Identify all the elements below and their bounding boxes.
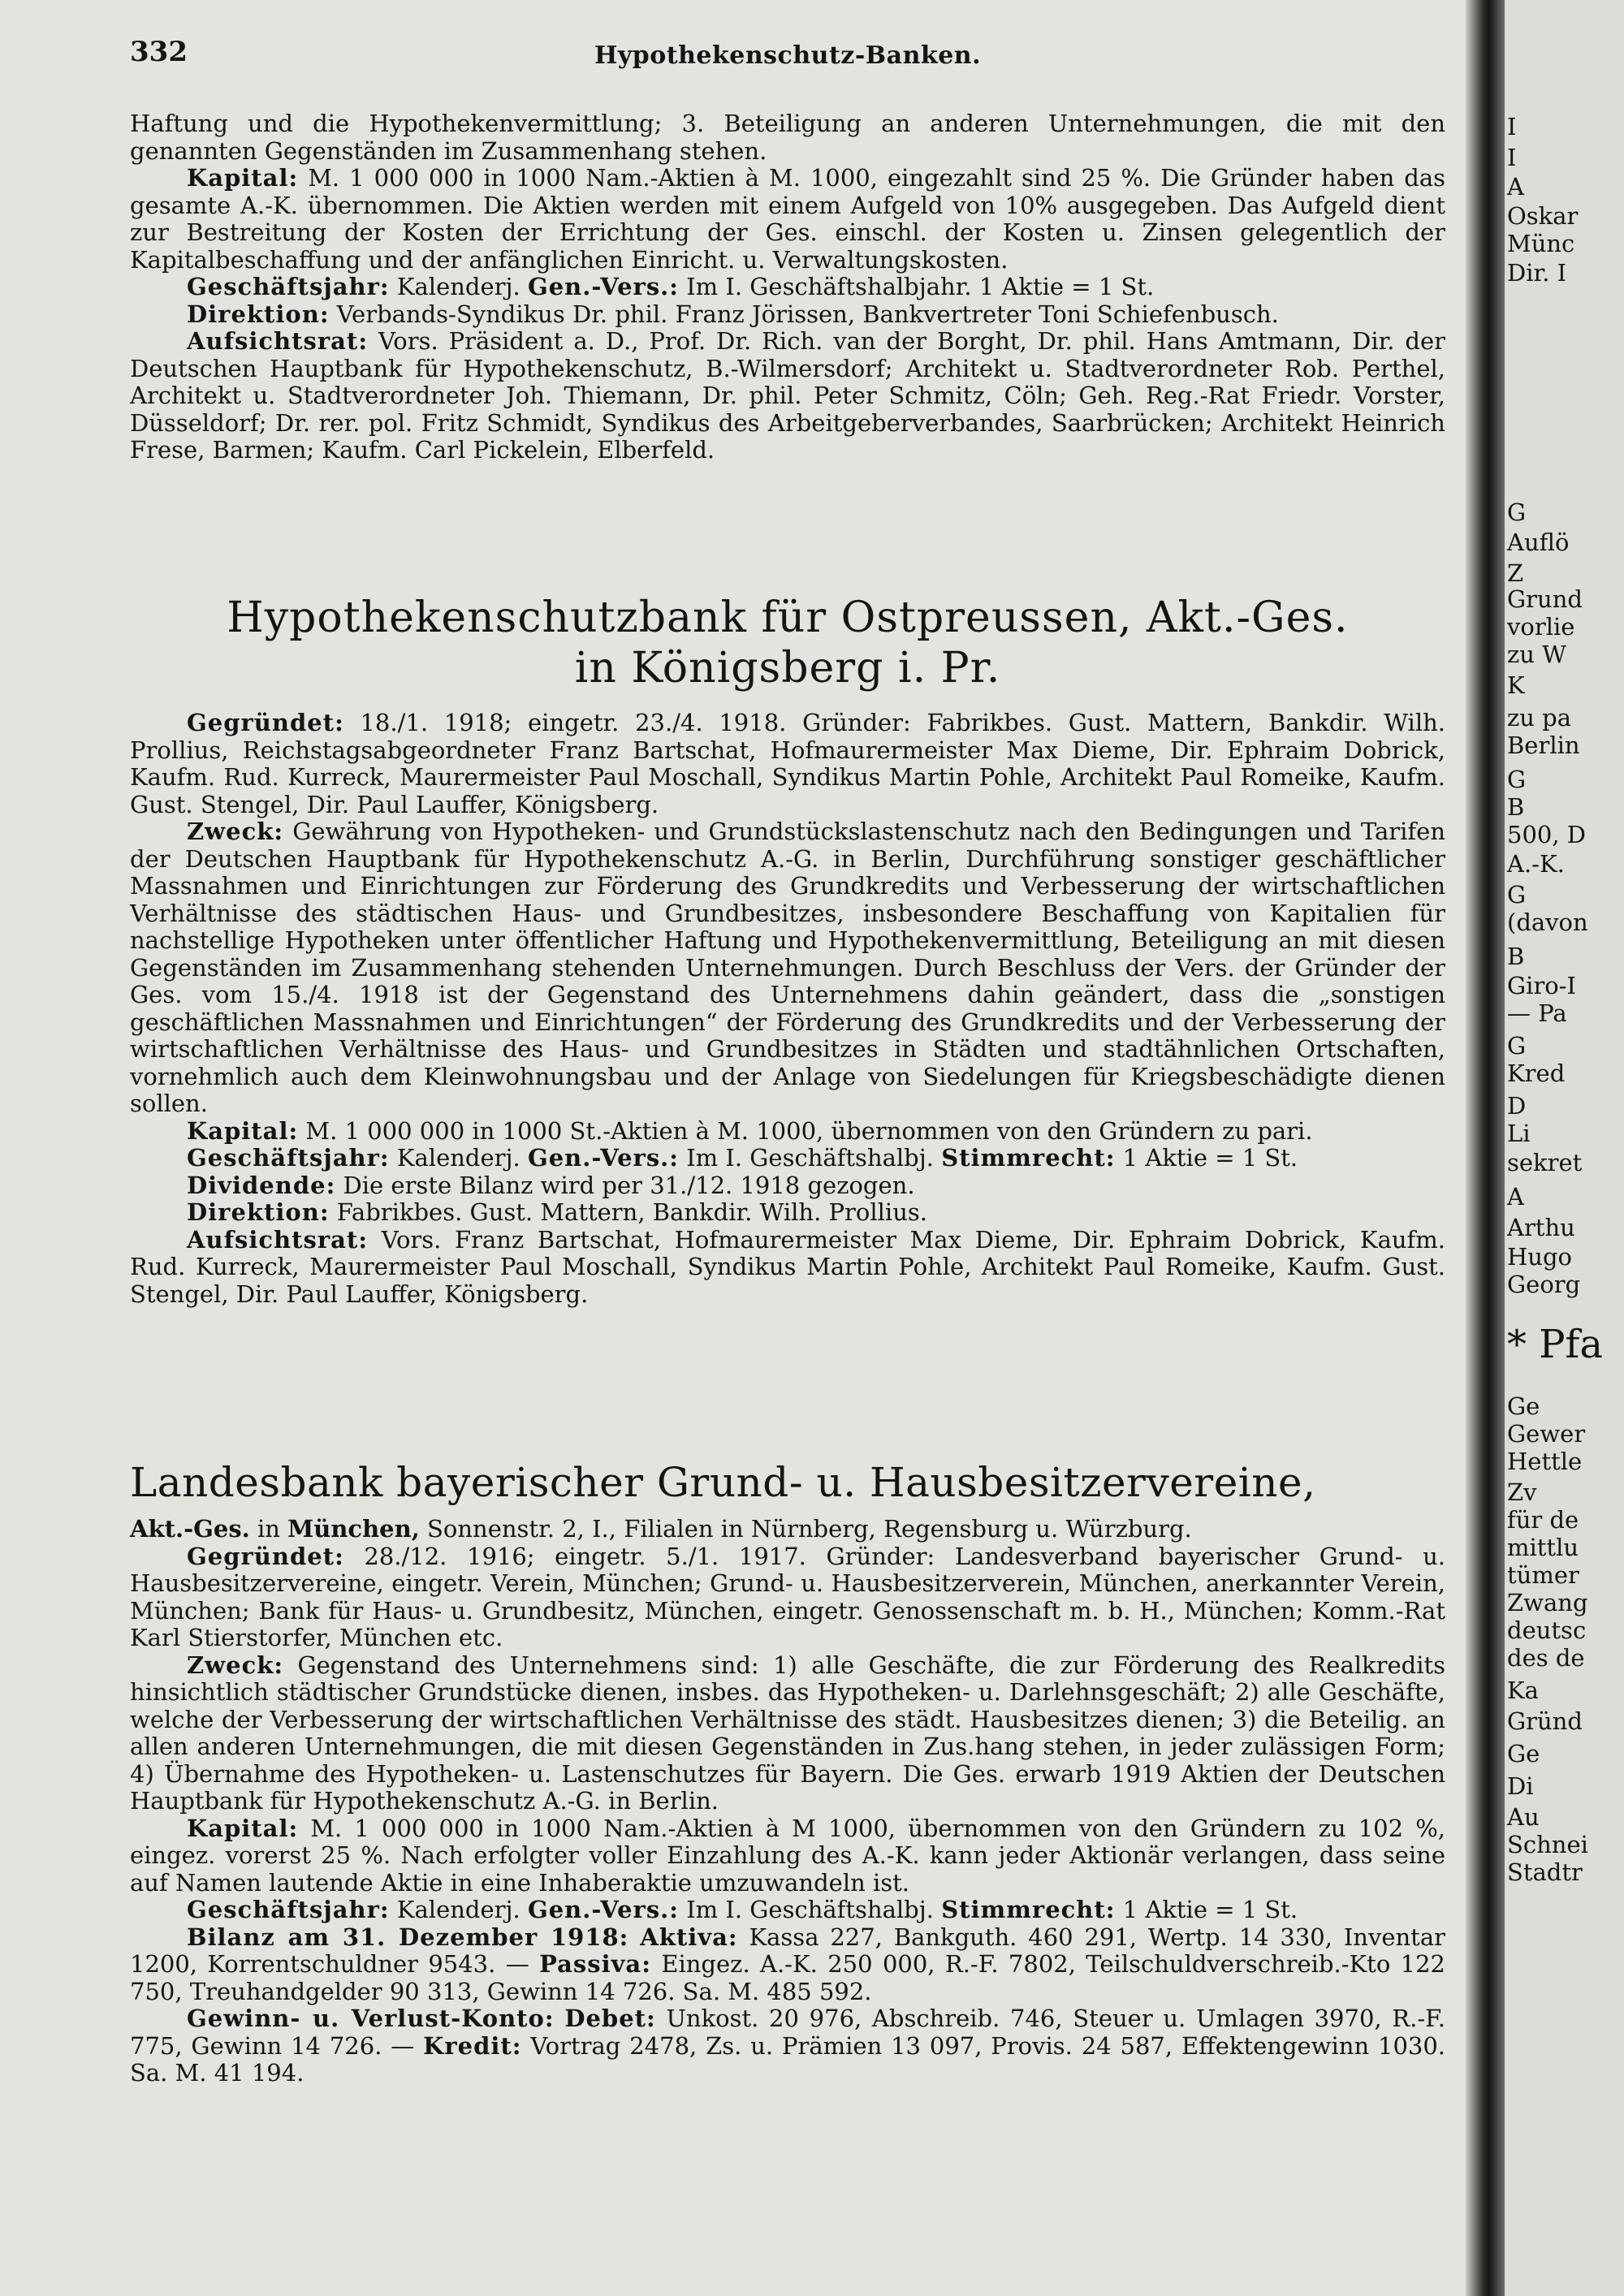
aufsichtsrat-entry: Aufsichtsrat: Vors. Präsident a. D., Prof. Dr. Rich. van der Borght, Dr. phil. Hans Amtmann, Dir. der Deutschen Hauptbank für Hypothekenschutz, B.-Wilmersdorf; Architekt u. Stadtverordneter Rob. Perthel, Architekt u. Stadtverordneter Joh. Thiemann, Dr. phil. Peter Schmitz, Cöln; Geh. Reg.-Rat Friedr. Vorster, Düsseldorf; Dr. rer. pol. Fritz Schmidt, Syndikus des Arbeitgeberverbandes, Saarbrücken; Architekt Heinrich Frese, Barmen; Kaufm. Carl Pickelein, Elberfeld. [130,327,1445,464]
section-title-landesbank: Landesbank bayerischer Grund- u. Hausbesitzervereine, [130,1459,1316,1506]
right-page-line: Zwang [1507,1589,1588,1616]
right-page-line: Kred [1507,1060,1566,1087]
direktion-entry: Direktion: Verbands-Syndikus Dr. phil. Franz Jörissen, Bankvertreter Toni Schiefenbusch. [187,300,1279,328]
right-page-line: mittlu [1507,1534,1579,1561]
right-page-line: Au [1507,1803,1540,1831]
right-page-line: Hugo [1507,1243,1572,1271]
right-page-line: G [1507,881,1527,908]
section-subtitle-landesbank: Akt.-Ges. in München, Sonnenstr. 2, I., Filialen in Nürnberg, Regensburg u. Würzburg. [130,1515,1192,1543]
right-page-line: zu W [1507,641,1566,668]
right-page-line: A [1507,173,1524,201]
right-page-line: des de [1507,1644,1585,1672]
gegruendet-entry: Gegründet: 28./12. 1916; eingetr. 5./1. 1917. Gründer: Landesverband bayerischer Grund- u. Hausbesitzervereine, eingetr. Verein, München; Grund- u. Hausbesitzerverein, München, anerkannter Verein, München; Bank für Haus- u. Grundbesitz, München, eingetr. Genossenschaft m. b. H., München; Komm.-Rat Karl Stierstorfer, München etc. [130,1542,1445,1651]
section-landesbank-bayern [130,1457,1445,2087]
right-page-line: B [1507,943,1525,970]
right-page-line: für de [1507,1506,1579,1534]
right-page-line: * Pfa [1507,1322,1603,1367]
right-page-line: G [1507,766,1527,793]
running-title: Hypothekenschutz-Banken. [594,41,982,70]
section-title-ostpreussen: Hypothekenschutzbank für Ostpreussen, Akt.-Ges. in Königsberg i. Pr. [227,593,1349,693]
right-page-line: Berlin [1507,732,1580,759]
right-page-line: B [1507,793,1525,821]
right-page-line: Li [1507,1120,1531,1147]
geschaeftsjahr-entry: Geschäftsjahr: Kalenderj. Gen.-Vers.: Im I. Geschäftshalbj. Stimmrecht: 1 Aktie = 1 St. [187,1896,1298,1923]
right-page-line: D [1507,1092,1527,1120]
right-page-line: Georg [1507,1271,1581,1298]
right-page-line: Ka [1507,1677,1539,1704]
right-page-line: Arthu [1507,1214,1575,1241]
section-ostpreussen [130,593,1445,1308]
right-page-line: Z [1507,559,1524,587]
section-hypothekenschutz-continued [130,110,1445,464]
right-page-line: K [1507,671,1525,699]
right-page-line: deutsc [1507,1616,1587,1644]
right-page-line: zu pa [1507,704,1572,732]
right-page-line: Dir. I [1507,259,1567,287]
kapital-entry: Kapital: M. 1 000 000 in 1000 St.-Aktien à M. 1000, übernommen von den Gründern zu pari. [187,1116,1313,1145]
right-page-line: Gewer [1507,1420,1586,1448]
geschaeftsjahr-entry: Geschäftsjahr: Kalenderj. Gen.-Vers.: Im I. Geschäftshalbj. Stimmrecht: 1 Aktie = 1 St. [187,1144,1298,1172]
right-page-line: I [1507,144,1517,171]
right-page-line: Zv [1507,1478,1537,1506]
right-page-line: (davon [1507,908,1588,936]
aufsichtsrat-entry: Aufsichtsrat: Vors. Franz Bartschat, Hofmaurermeister Max Dieme, Dir. Ephraim Dobrick, Kaufm. Rud. Kurreck, Maurermeister Paul Moschall, Syndikus Martin Pohle, Architekt Paul Romeike, Kaufm. Gust. Stengel, Dir. Paul Lauffer, Königsberg. [130,1225,1445,1308]
right-page-line: Gründ [1507,1707,1583,1735]
right-page-line: vorlie [1507,613,1575,641]
right-page-line: Ge [1507,1740,1540,1767]
right-page-line: Stadtr [1507,1858,1583,1886]
right-page-line: Grund [1507,585,1583,613]
page-number: 332 [130,36,188,68]
right-page-fragment [1505,0,1624,2296]
direktion-entry: Direktion: Fabrikbes. Gust. Mattern, Bankdir. Wilh. Prollius. [187,1198,927,1226]
kapital-entry: Kapital: M. 1 000 000 in 1000 Nam.-Aktien à M 1000, übernommen von den Gründern zu 102 %, eingez. vorerst 25 %. Nach erfolgter voller Einzahlung des A.-K. kann jeder Aktionär verlangen, dass seine auf Namen lautende Aktie in eine Inhaberaktie umzuwandeln ist. [130,1814,1445,1897]
right-page-line: Münc [1507,230,1575,257]
zweck-entry: Zweck: Gegenstand des Unternehmens sind: 1) alle Geschäfte, die zur Förderung des Realkredits hinsichtlich städtischer Grundstücke dienen, insbes. das Hypotheken- u. Darlehnsgeschäft; 2) alle Geschäfte, welche der Verbesserung der wirtschaftlichen Verhältnisse des städt. Hausbesitzes dienen; 3) die Beteilig. an allen anderen Unternehmungen, die mit diesen Gegenständen in Zus.hang stehen, in jeder zulässigen Form; 4) Übernahme des Hypotheken- u. Lastenschutzes für Bayern. Die Ges. erwarb 1919 Aktien der Deutschen Hauptbank für Hypothekenschutz A.-G. in Berlin. [130,1651,1446,1815]
right-page-line: Schnei [1507,1831,1588,1858]
right-page-line: Oskar [1507,202,1579,230]
right-page-line: G [1507,1032,1527,1060]
right-page-line: G [1507,498,1527,526]
page-header [130,36,1445,71]
paragraph-continued: Haftung und die Hypothekenvermittlung; 3. Beteiligung an anderen Unternehmungen, die mit den genannten Gegenständen im Zusammenhang stehen. [130,110,1445,165]
book-gutter [1466,0,1505,2296]
bilanz-entry: Bilanz am 31. Dezember 1918: Aktiva: Kassa 227, Bankguth. 460 291, Wertp. 14 330, Inventar 1200, Korrentschuldner 9543. — Passiva: Eingez. A.-K. 250 000, R.-F. 7802, Teilschuldverschreib.-Kto 122 750, Treuhandgelder 90 313, Gewinn 14 726. Sa. M. 485 592. [130,1923,1446,2005]
right-page-line: — Pa [1507,999,1567,1027]
right-page-line: sekret [1507,1149,1583,1176]
zweck-entry: Zweck: Gewährung von Hypotheken- und Grundstückslastenschutz nach den Bedingungen und Tarifen der Deutschen Hauptbank für Hypothekenschutz A.-G. in Berlin, Durchführung sonstiger geschäftlicher Massnahmen und Einrichtungen zur Förderung des Grundkredits und Verbesserung der wirtschaftlichen Verhältnisse des städtischen Haus- und Grundbesitzes, insbesondere Beschaffung von Kapitalien für nachstellige Hypotheken unter öffentlicher Haftung und Hypothekenvermittlung, Beteiligung an mit diesen Gegenständen im Zusammenhang stehenden Unternehmungen. Durch Beschluss der Vers. der Gründer der Ges. vom 15./4. 1918 ist der Gegenstand des Unternehmens dahin geändert, dass die „sonstigen geschäftlichen Massnahmen und Einrichtungen“ der Förderung des Grundkredits und der Verbesserung der wirtschaftlichen Verhältnisse des Haus- und Grundbesitzes in Städten und stadtähnlichen Ortschaften, vornehmlich auch dem Kleinwohnungsbau und der Anlage von Siedelungen für Kriegsbeschädigte dienen sollen. [130,818,1445,1117]
right-page-line: Giro-I [1507,972,1577,999]
kapital-entry: Kapital: M. 1 000 000 in 1000 Nam.-Aktien à M. 1000, eingezahlt sind 25 %. Die Gründer haben das gesamte A.-K. übernommen. Die Aktien werden mit einem Aufgeld von 10% ausgegeben. Das Aufgeld dient zur Bestreitung der Kosten der Errichtung der Ges. einschl. der Kosten u. Zinsen gelegentlich der Kapitalbeschaffung und der anfänglichen Einricht. u. Verwaltungskosten. [130,164,1446,274]
right-page-line: 500, D [1507,821,1587,848]
right-page-line: Hettle [1507,1448,1583,1475]
dividende-entry: Dividende: Die erste Bilanz wird per 31./12. 1918 gezogen. [187,1171,915,1199]
gegruendet-entry: Gegründet: 18./1. 1918; eingetr. 23./4. 1918. Gründer: Fabrikbes. Gust. Mattern, Bankdir. Wilh. Prollius, Reichstagsabgeordneter Franz Bartschat, Hofmaurermeister Max Dieme, Dir. Ephraim Dobrick, Kaufm. Rud. Kurreck, Maurermeister Paul Moschall, Syndikus Martin Pohle, Architekt Paul Romeike, Kaufm. Gust. Stengel, Dir. Paul Lauffer, Königsberg. [130,709,1445,818]
geschaeftsjahr-entry: Geschäftsjahr: Kalenderj. Gen.-Vers.: Im I. Geschäftshalbjahr. 1 Aktie = 1 St. [187,273,1155,300]
right-page-line: I [1507,113,1517,140]
right-page-line: Di [1507,1772,1534,1800]
gewinn-verlust-entry: Gewinn- u. Verlust-Konto: Debet: Unkost. 20 976, Abschreib. 746, Steuer u. Umlagen 3970, R.-F. 775, Gewinn 14 726. — Kredit: Vortrag 2478, Zs. u. Prämien 13 097, Provis. 24 587, Effektengewinn 1030. Sa. M. 41 194. [130,2005,1446,2087]
right-page-line: Auflö [1507,529,1570,556]
right-page-line: Ge [1507,1392,1540,1420]
right-page-line: A [1507,1183,1524,1211]
right-page-line: A.-K. [1507,850,1565,878]
right-page-line: tümer [1507,1561,1579,1589]
